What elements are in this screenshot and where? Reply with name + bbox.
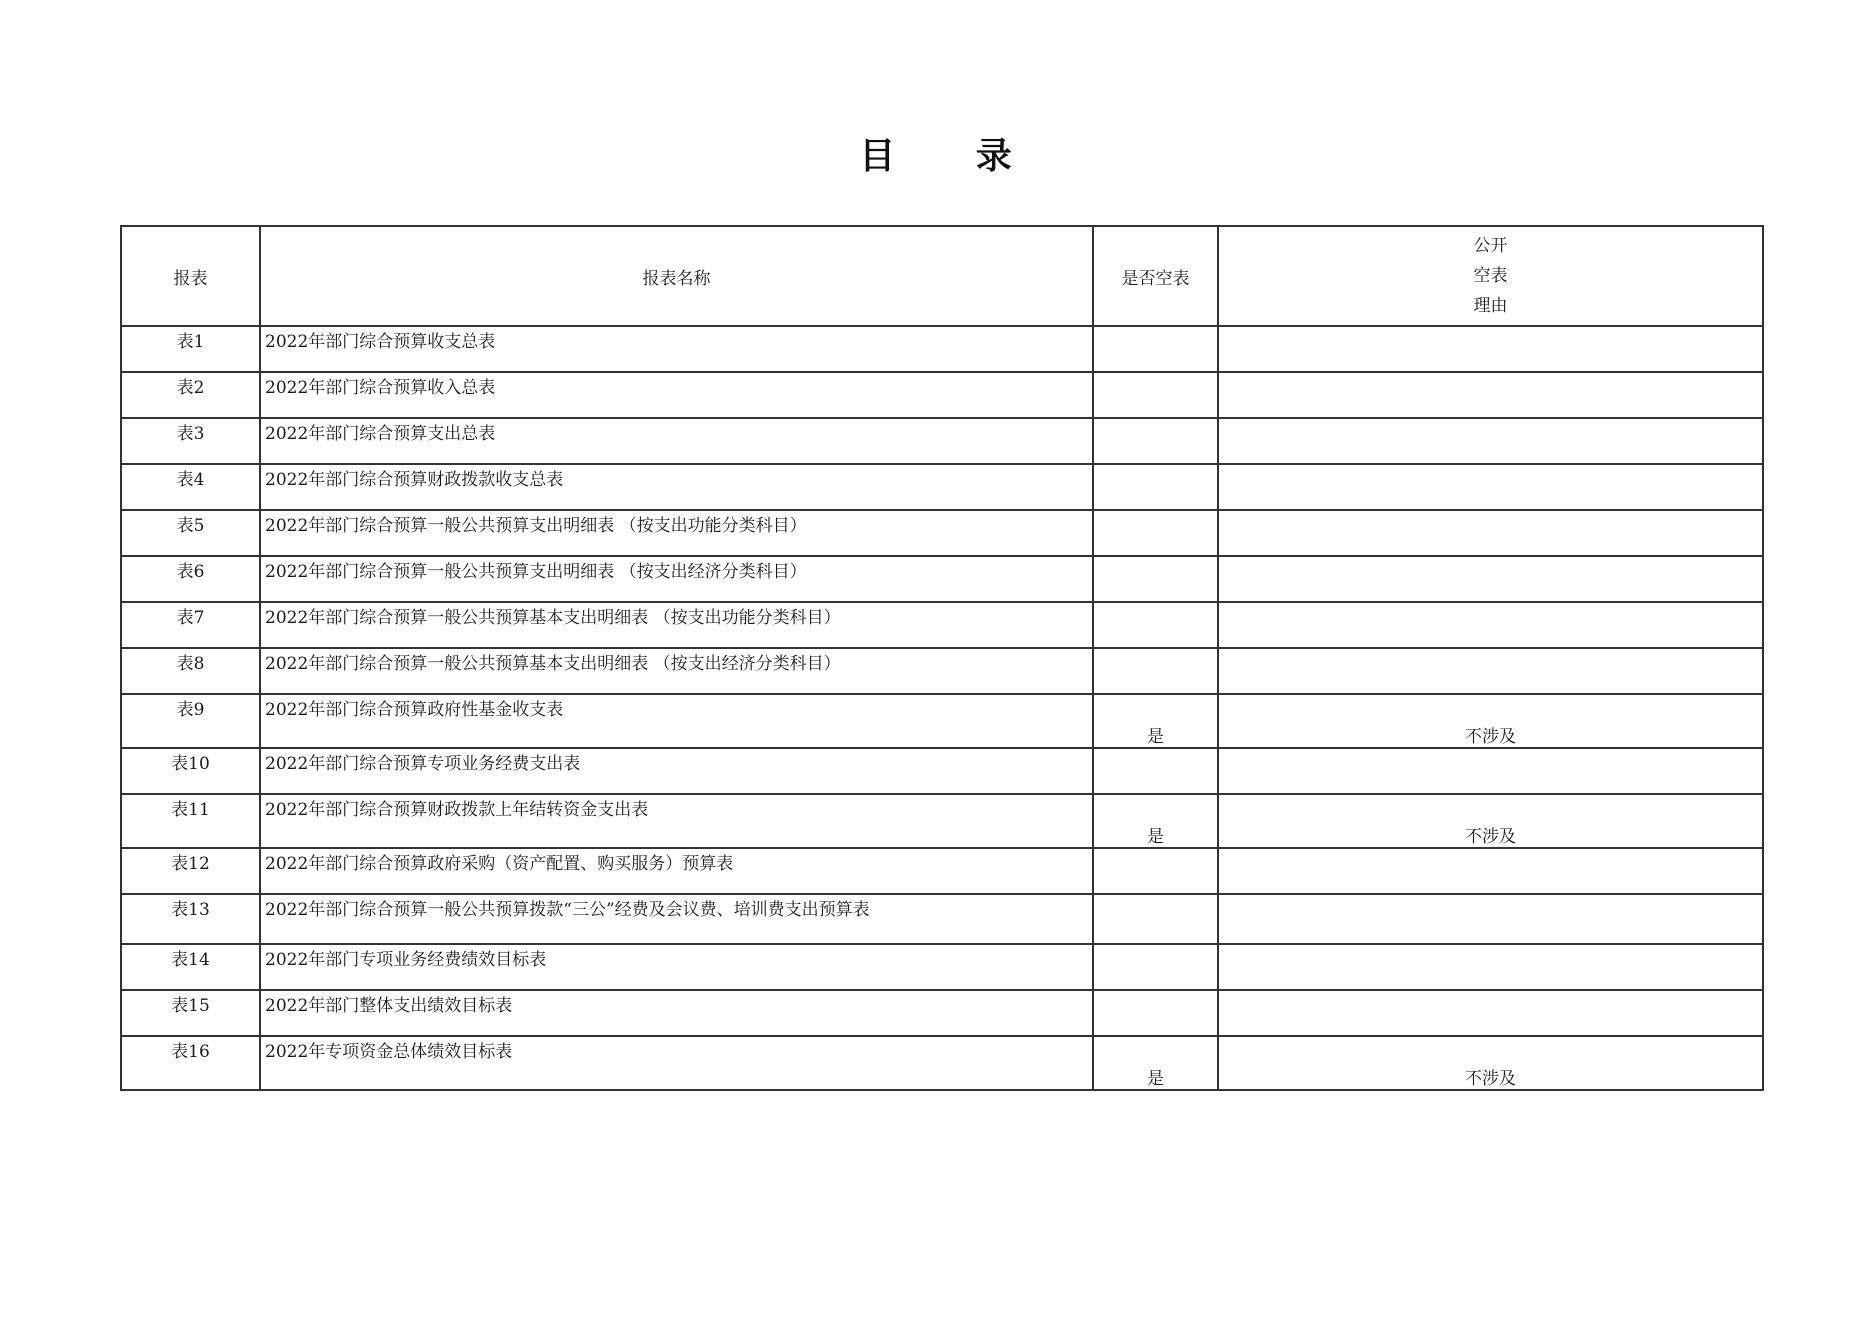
- table-row: [121, 372, 1763, 418]
- reason-value: [1218, 418, 1763, 464]
- report-name: 2022年部门综合预算财政拨款收支总表: [260, 464, 1093, 510]
- report-no: 表9: [121, 694, 260, 748]
- report-no: 表3: [121, 418, 260, 464]
- is-empty-value: [1093, 372, 1218, 418]
- header-reason-line: 公开: [1473, 236, 1508, 256]
- report-no: 表12: [121, 848, 260, 894]
- is-empty-value: [1093, 464, 1218, 510]
- reason-value: [1218, 326, 1763, 372]
- is-empty-value: [1093, 748, 1218, 794]
- table-row: [121, 694, 1763, 748]
- table-row: [121, 602, 1763, 648]
- header-report-name: 报表名称: [260, 226, 1093, 326]
- header-report-no: 报表: [121, 226, 260, 326]
- header-reason-line: 理由: [1473, 296, 1508, 316]
- table-row: [121, 648, 1763, 694]
- catalog-table: [120, 225, 1764, 1091]
- report-name: 2022年部门综合预算一般公共预算基本支出明细表 （按支出功能分类科目）: [260, 602, 1093, 648]
- is-empty-value: [1093, 418, 1218, 464]
- report-no: 表2: [121, 372, 260, 418]
- is-empty-value: [1093, 326, 1218, 372]
- reason-value: [1218, 894, 1763, 944]
- reason-value: [1218, 464, 1763, 510]
- table-row: [121, 1036, 1763, 1090]
- catalog-body: [121, 326, 1763, 1090]
- is-empty-value: [1093, 602, 1218, 648]
- header-reason-line: 空表: [1473, 266, 1508, 286]
- table-row: [121, 464, 1763, 510]
- report-no: 表16: [121, 1036, 260, 1090]
- is-empty-value: [1093, 510, 1218, 556]
- header-is-empty: 是否空表: [1093, 226, 1218, 326]
- table-row: [121, 418, 1763, 464]
- table-row: [121, 894, 1763, 944]
- reason-value: [1218, 990, 1763, 1036]
- report-name: 2022年部门综合预算收入总表: [260, 372, 1093, 418]
- reason-value: [1218, 944, 1763, 990]
- is-empty-value: [1093, 990, 1218, 1036]
- report-name: 2022年部门专项业务经费绩效目标表: [260, 944, 1093, 990]
- is-empty-value: [1093, 944, 1218, 990]
- page-title: 目 录: [859, 136, 1046, 177]
- is-empty-value: 是: [1093, 794, 1218, 848]
- report-name: 2022年部门综合预算一般公共预算支出明细表 （按支出功能分类科目）: [260, 510, 1093, 556]
- report-no: 表4: [121, 464, 260, 510]
- report-no: 表8: [121, 648, 260, 694]
- report-name: 2022年部门综合预算财政拨款上年结转资金支出表: [260, 794, 1093, 848]
- report-name: 2022年部门综合预算政府性基金收支表: [260, 694, 1093, 748]
- table-row: [121, 510, 1763, 556]
- report-no: 表13: [121, 894, 260, 944]
- is-empty-value: [1093, 556, 1218, 602]
- is-empty-value: [1093, 848, 1218, 894]
- table-row: [121, 556, 1763, 602]
- header-reason: [1218, 226, 1763, 326]
- report-name: 2022年部门综合预算一般公共预算拨款“三公”经费及会议费、培训费支出预算表: [260, 894, 1093, 944]
- report-no: 表11: [121, 794, 260, 848]
- report-no: 表6: [121, 556, 260, 602]
- table-row: [121, 326, 1763, 372]
- table-row: [121, 748, 1763, 794]
- report-name: 2022年部门综合预算收支总表: [260, 326, 1093, 372]
- report-name: 2022年部门综合预算政府采购（资产配置、购买服务）预算表: [260, 848, 1093, 894]
- header-row: [121, 226, 1763, 326]
- report-no: 表10: [121, 748, 260, 794]
- report-no: 表1: [121, 326, 260, 372]
- reason-value: [1218, 648, 1763, 694]
- is-empty-value: [1093, 894, 1218, 944]
- reason-value: 不涉及: [1218, 1036, 1763, 1090]
- report-name: 2022年部门综合预算一般公共预算支出明细表 （按支出经济分类科目）: [260, 556, 1093, 602]
- report-no: 表5: [121, 510, 260, 556]
- report-name: 2022年部门整体支出绩效目标表: [260, 990, 1093, 1036]
- table-row: [121, 944, 1763, 990]
- reason-value: [1218, 748, 1763, 794]
- reason-value: [1218, 372, 1763, 418]
- report-no: 表14: [121, 944, 260, 990]
- table-row: [121, 990, 1763, 1036]
- reason-value: 不涉及: [1218, 794, 1763, 848]
- table-row: [121, 848, 1763, 894]
- reason-value: [1218, 602, 1763, 648]
- reason-value: [1218, 556, 1763, 602]
- report-no: 表7: [121, 602, 260, 648]
- report-name: 2022年部门综合预算一般公共预算基本支出明细表 （按支出经济分类科目）: [260, 648, 1093, 694]
- table-row: [121, 794, 1763, 848]
- reason-value: [1218, 848, 1763, 894]
- is-empty-value: 是: [1093, 1036, 1218, 1090]
- report-name: 2022年部门综合预算支出总表: [260, 418, 1093, 464]
- reason-value: 不涉及: [1218, 694, 1763, 748]
- report-no: 表15: [121, 990, 260, 1036]
- report-name: 2022年部门综合预算专项业务经费支出表: [260, 748, 1093, 794]
- report-name: 2022年专项资金总体绩效目标表: [260, 1036, 1093, 1090]
- is-empty-value: 是: [1093, 694, 1218, 748]
- is-empty-value: [1093, 648, 1218, 694]
- reason-value: [1218, 510, 1763, 556]
